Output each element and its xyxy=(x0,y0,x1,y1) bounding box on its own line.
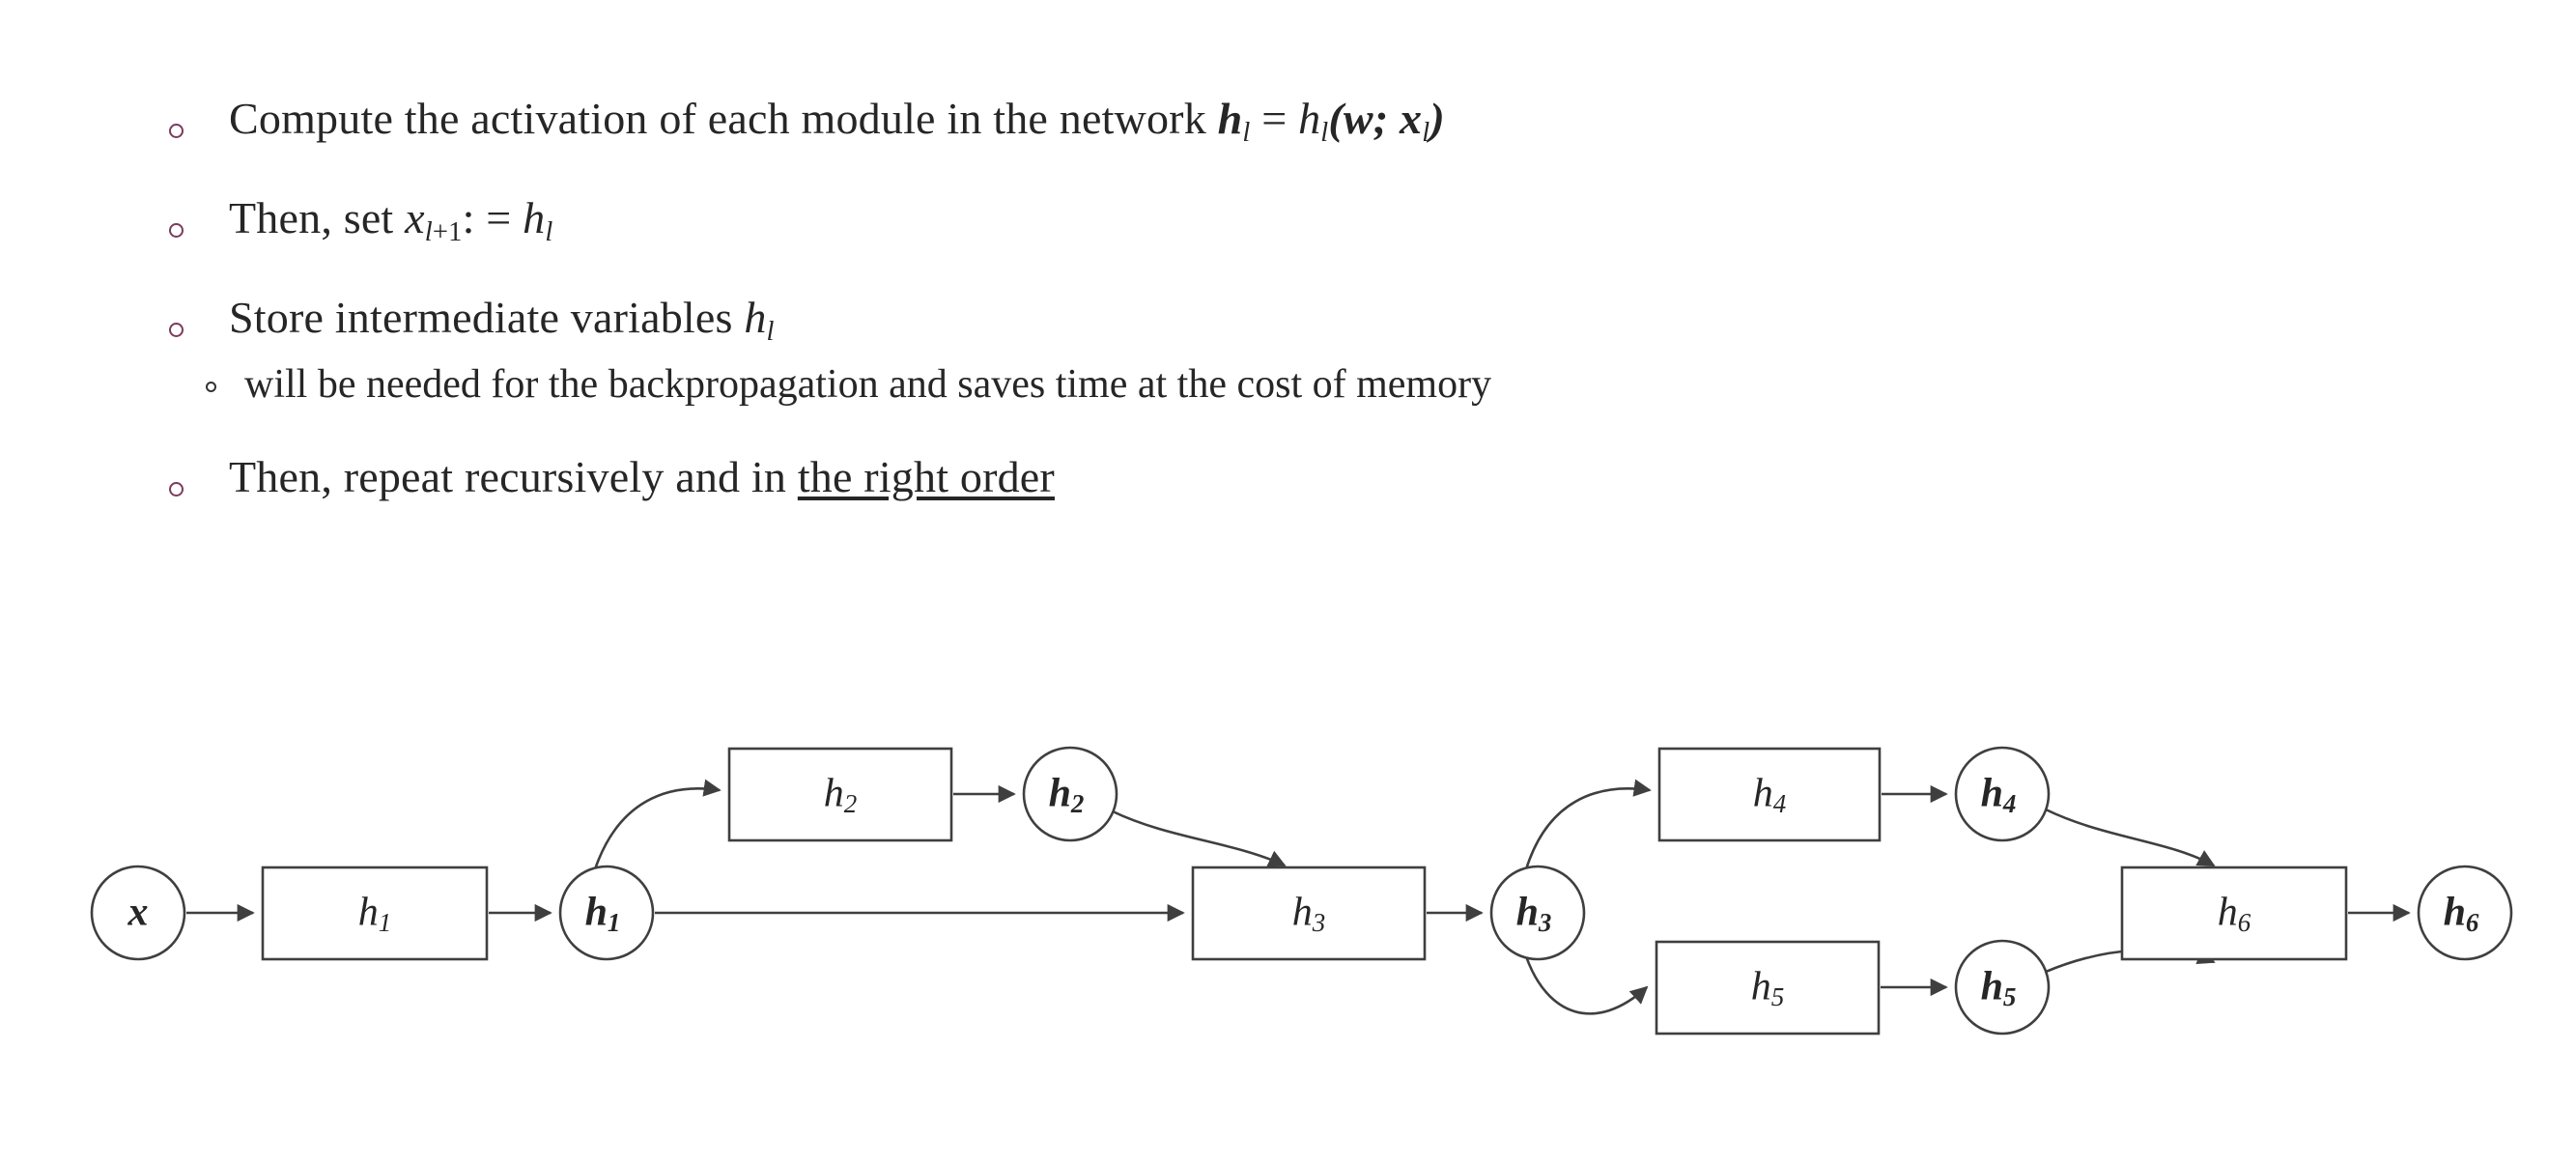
bullet-text-4: Then, repeat recursively and in the right order xyxy=(229,451,1055,501)
bullet-text-2: Then, set $x_l+1$: = $h_l$ xyxy=(229,192,553,247)
sub-list-item xyxy=(206,360,2506,409)
node-h2-activation-label: $h_2$ xyxy=(1048,771,1085,819)
node-h4-module-label: $h_4$ xyxy=(1752,771,1787,819)
node-h1-activation-label: $h_1$ xyxy=(584,890,621,938)
node-h3-module-label: $h_3$ xyxy=(1291,890,1326,938)
bullet-marker-icon xyxy=(169,450,229,502)
node-h2-module-label: $h_2$ xyxy=(823,771,858,819)
node-x-label: x xyxy=(127,890,149,935)
edge-h1act-to-h2box xyxy=(595,788,720,869)
edge-h4act-to-h6box xyxy=(2046,809,2214,866)
edge-h2act-to-h3box xyxy=(1113,811,1285,866)
bullet-text-3: Store intermediate variables $h_l$ xyxy=(229,292,775,347)
edge-h3act-to-h5box xyxy=(1526,956,1647,1013)
node-h5-module-label: $h_5$ xyxy=(1750,964,1785,1012)
node-h6-activation-label: $h_6$ xyxy=(2443,890,2479,938)
node-h3-activation-label: $h_3$ xyxy=(1515,890,1552,938)
bullet-text-1: Compute the activation of each module in the network $h_l = h_l(w$; $x_l$) xyxy=(229,94,1445,148)
node-h6-module-label: $h_6$ xyxy=(2217,890,2251,938)
computation-graph-diagram xyxy=(0,676,2576,1159)
node-h4-activation-label: $h_4$ xyxy=(1980,771,2017,819)
sub-bullet-text-1: will be needed for the backpropagation and saves time at the cost of memory xyxy=(244,362,1492,408)
list-item xyxy=(169,191,2506,250)
bullet-marker-icon xyxy=(169,291,229,343)
list-item xyxy=(169,291,2506,410)
bullet-marker-icon xyxy=(169,92,229,144)
list-item xyxy=(169,92,2506,151)
edge-h3act-to-h4box xyxy=(1526,788,1650,869)
node-h1-module-label: $h_1$ xyxy=(357,890,392,938)
bullet-marker-icon xyxy=(169,191,229,243)
node-h5-activation-label: $h_5$ xyxy=(1980,964,2017,1012)
sub-bullet-marker-icon xyxy=(206,360,244,397)
bullet-list xyxy=(169,92,2506,545)
list-item xyxy=(169,450,2506,504)
